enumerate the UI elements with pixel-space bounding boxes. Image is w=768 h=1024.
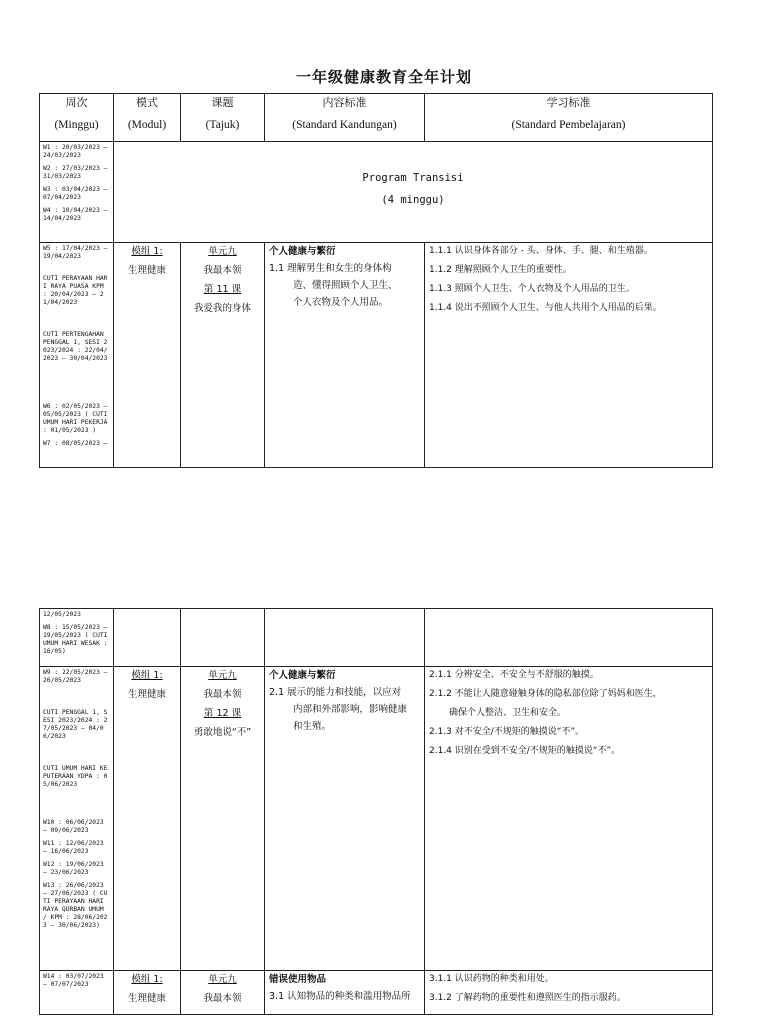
learning-standard-cell: 2.1.1 分辨安全、不安全与不舒服的触摸。 2.1.2 不能让人随意碰触身体的隐私部位除了妈妈和医生， 确保个人整洁、卫生和安全。 2.1.3 对不安全/不规矩的触摸说“不”。 2.1.4 识别在受到不安全/不规矩的触摸说“不”。 (425, 667, 713, 971)
learning-standard-cell: 3.1.1 认识药物的种类和用处。 3.1.2 了解药物的重要性和遵照医生的指示服药。 (425, 971, 713, 1015)
header-learning-standard: 学习标准 (Standard Pembelajaran) (425, 94, 713, 142)
topic-cell: 单元九 我最本领 (181, 971, 265, 1015)
plan-table-2 (39, 608, 713, 1015)
topic-cell: 单元九 我最本领 第 11 课 我爱我的身体 (181, 243, 265, 468)
header-module: 模式 (Modul) (114, 94, 181, 142)
module-cell: 模组 1: 生理健康 (114, 667, 181, 971)
transition-program-cell (114, 142, 713, 243)
learning-standard-cell: 1.1.1 认识身体各部分 - 头、身体、手、腿、和生殖器。 1.1.2 理解照顾个人卫生的重要性。 1.1.3 照顾个人卫生、个人衣物及个人用品的卫生。 1.1.4 说出不照顾个人卫生、与他人共用个人用品的后果。 (425, 243, 713, 468)
table-row (40, 971, 713, 1015)
week-cell: W9 : 22/05/2023 – 26/05/2023 CUTI PENGGAL 1, SESI 2023/2024 : 27/05/2023 – 04/06/2023 CUTI UMUM HARI KEPUTERAAN YDPA : 05/06/2023 W10 : 06/06/2023 – 09/06/2023 W11 : 12/06/2023 – 16/06/2023 W12 : 19/06/2023 – 23/06/2023 W13 : 26/06/2023 – 27/06/2023 ( CUTI PERAYAAN HARI RAYA QURBAN UMUM / KPM : 28/06/2023 – 30/06/2023) (40, 667, 114, 971)
week-cell: 12/05/2023 W8 : 15/05/2023 – 19/05/2023 ( CUTI UMUM HARI WESAK : 16/05) (40, 609, 114, 667)
program-name: Program Transisi (362, 172, 464, 184)
module-cell: 模组 1: 生理健康 (114, 243, 181, 468)
header-topic: 课题 (Tajuk) (181, 94, 265, 142)
table-row (40, 243, 713, 468)
header-week: 周次 (Minggu) (40, 94, 114, 142)
table-row (40, 609, 713, 667)
page-title: 一年级健康教育全年计划 (295, 68, 472, 86)
plan-table-1 (39, 93, 713, 468)
content-standard-cell: 错误使用物品 3.1 认知物品的种类和滥用物品所 (265, 971, 425, 1015)
header-content-standard: 内容标准 (Standard Kandungan) (265, 94, 425, 142)
table-row (40, 667, 713, 971)
content-standard-cell: 个人健康与繁衍 2.1 展示的能力和技能，以应对 内部和外部影响，影响健康 和生殖。 (265, 667, 425, 971)
week-cell: W14 : 03/07/2023 – 07/07/2023 (40, 971, 114, 1015)
content-standard-cell: 个人健康与繁衍 1.1 理解男生和女生的身体构 造、懂得照顾个人卫生、 个人衣物及个人用品。 (265, 243, 425, 468)
table-row (40, 142, 713, 243)
module-cell: 模组 1: 生理健康 (114, 971, 181, 1015)
week-cell: W1 : 20/03/2023 – 24/03/2023 W2 : 27/03/2023 – 31/03/2023 W3 : 03/04/2023 – 07/04/2023 W4 : 10/04/2023 – 14/04/2023 (40, 142, 114, 243)
topic-cell: 单元九 我最本领 第 12 课 勇敢地说“不” (181, 667, 265, 971)
program-duration: (4 minggu) (381, 194, 445, 206)
week-cell: W5 : 17/04/2023 – 19/04/2023 CUTI PERAYAAN HARI RAYA PUASA KPM : 20/04/2023 – 21/04/2023 CUTI PERTENGAHAN PENGGAL 1, SESI 2023/2024 : 22/04/2023 – 30/04/2023 W6 : 02/05/2023 – 05/05/2023 ( CUTI UMUM HARI PEKERJA : 01/05/2023 ) W7 : 08/05/2023 – (40, 243, 114, 468)
header-row (40, 94, 713, 142)
